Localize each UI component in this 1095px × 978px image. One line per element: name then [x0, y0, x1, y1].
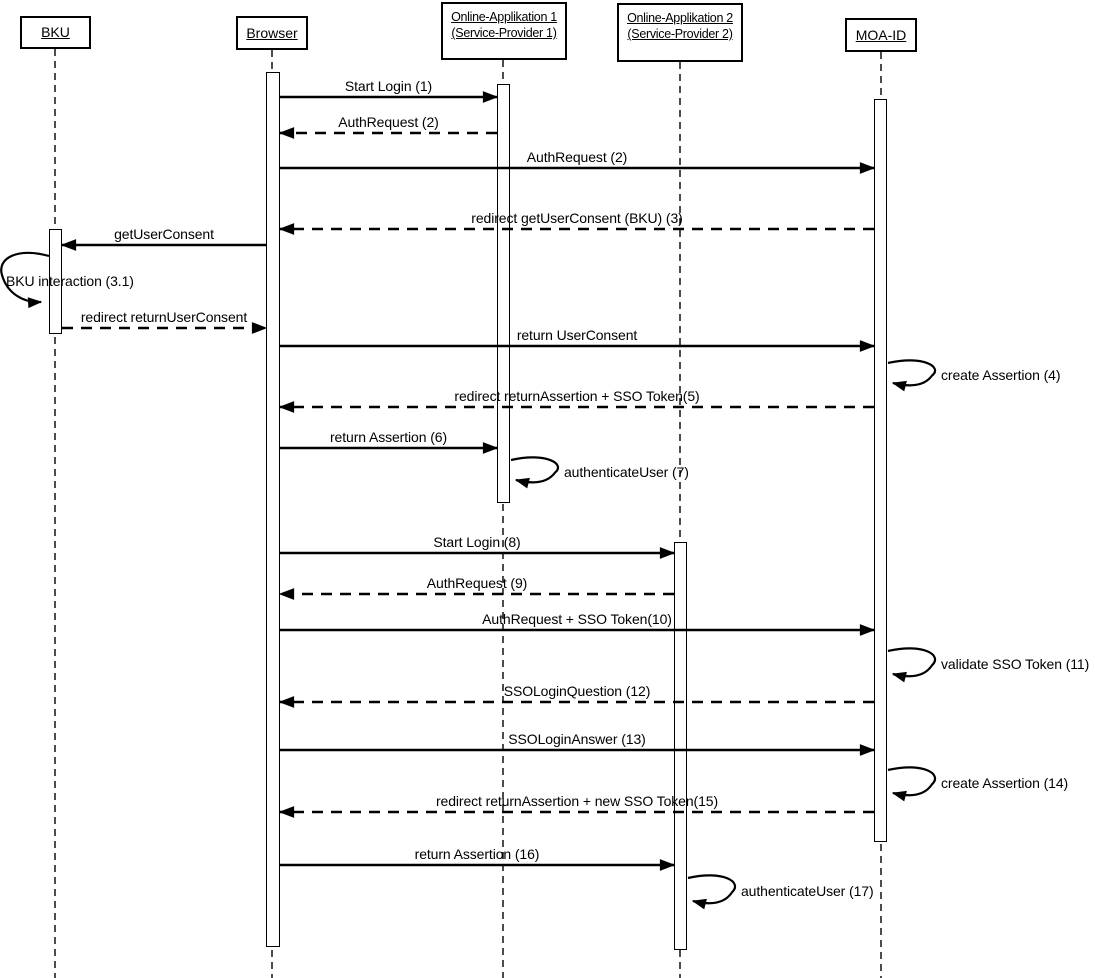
message-label: redirect returnAssertion + SSO Token(5): [454, 388, 700, 404]
message-label: redirect returnAssertion + new SSO Token(15): [435, 793, 719, 809]
message-label: create Assertion (14): [941, 775, 1069, 791]
message-label: getUserConsent: [114, 226, 214, 242]
actor-sublabel: (Service-Provider 2): [627, 27, 733, 41]
message-label: redirect returnUserConsent: [80, 309, 248, 325]
message-label: AuthRequest (2): [526, 149, 628, 165]
actor-sublabel: (Service-Provider 1): [451, 26, 557, 40]
self-message-arc-12: [511, 457, 558, 482]
actor-label: BKU: [41, 24, 70, 40]
self-message-arc-9: [888, 360, 935, 385]
message-label: return Assertion (6): [329, 429, 448, 445]
message-label: create Assertion (4): [941, 366, 1061, 383]
message-label: SSOLoginQuestion (12): [503, 683, 651, 699]
message-label: authenticateUser (17): [741, 883, 874, 899]
message-label: authenticateUser (7): [564, 463, 689, 480]
message-label: return UserConsent: [516, 327, 638, 343]
actor-label: Online-Applikation 1: [451, 10, 557, 24]
actor-label: Online-Applikation 2: [627, 11, 733, 25]
message-label: BKU interaction (3.1): [6, 273, 134, 289]
message-label: AuthRequest (9): [426, 575, 528, 591]
actor-label: MOA-ID: [855, 26, 907, 43]
message-label: AuthRequest (2): [338, 114, 439, 130]
self-message-arc-22: [688, 875, 735, 903]
actor-label: Browser: [246, 24, 298, 41]
message-label: redirect getUserConsent (BKU) (3): [471, 210, 683, 226]
self-message-arc-16: [888, 648, 935, 676]
message-label: Start Login (8): [433, 534, 521, 550]
self-message-arc-19: [888, 767, 935, 795]
message-label: Start Login (1): [344, 78, 433, 94]
message-label: return Assertion (16): [414, 846, 540, 862]
message-label: AuthRequest + SSO Token(10): [482, 611, 672, 627]
message-label: SSOLoginAnswer (13): [508, 731, 646, 747]
message-label: validate SSO Token (11): [941, 656, 1090, 672]
